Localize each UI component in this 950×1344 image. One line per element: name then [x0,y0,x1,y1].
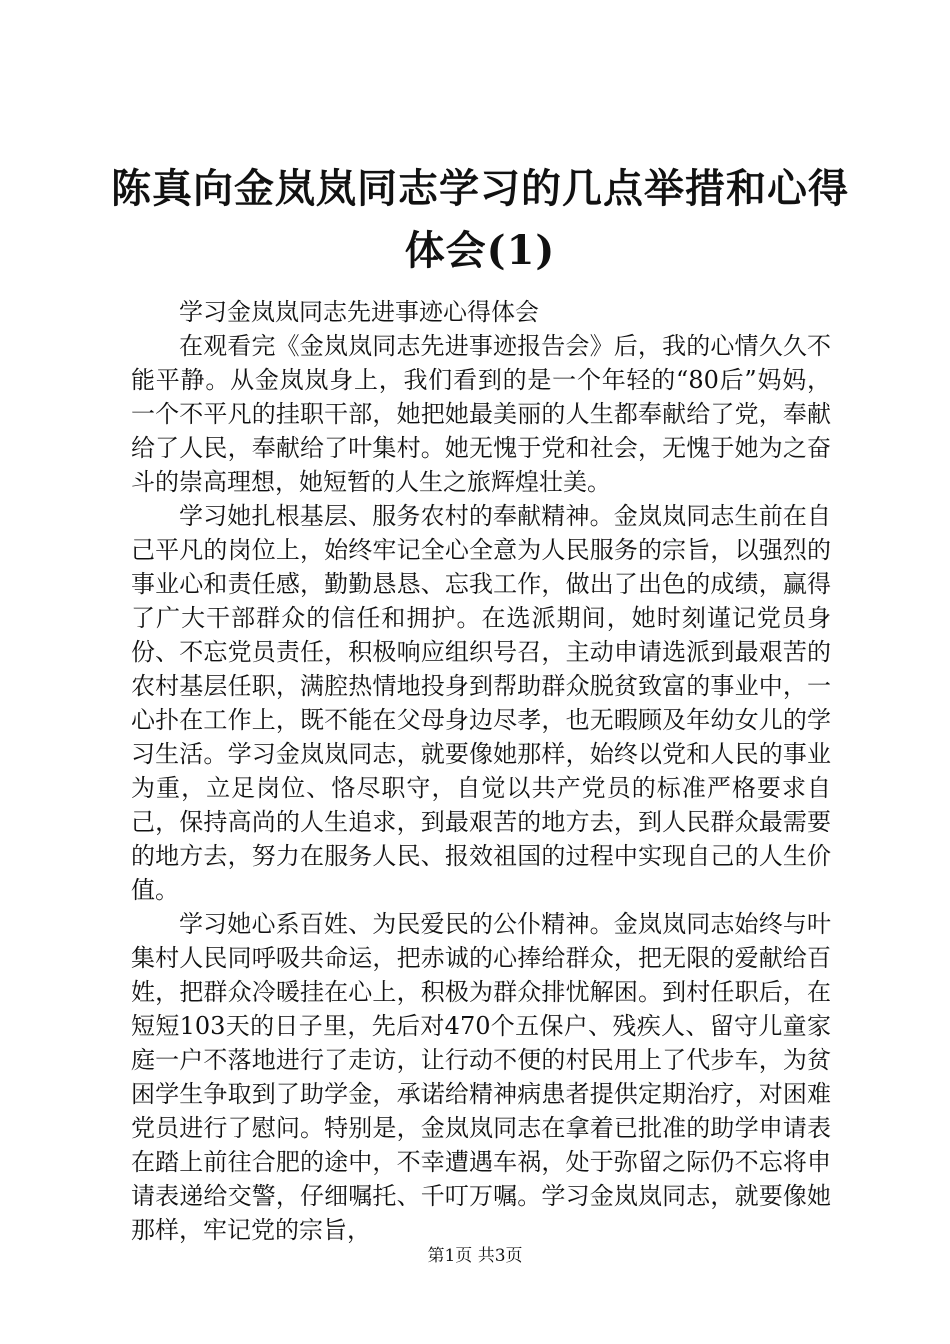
body-paragraph: 在观看完《金岚岚同志先进事迹报告会》后，我的心情久久不能平静。从金岚岚身上，我们看到的是一个年轻的“80后”妈妈，一个不平凡的挂职干部，她把她最美丽的人生都奉献给了党，奉献给了人民，奉献给了叶集村。她无愧于党和社会，无愧于她为之奋斗的崇高理想，她短暂的人生之旅辉煌壮美。 [131,332,831,496]
document-title: 陈真向金岚岚同志学习的几点举措和心得体会(1) [111,165,849,274]
document-body [131,295,831,1247]
body-paragraph: 学习她扎根基层、服务农村的奉献精神。金岚岚同志生前在自己平凡的岗位上，始终牢记全心全意为人民服务的宗旨，以强烈的事业心和责任感，勤勤恳恳、忘我工作，做出了出色的成绩，赢得了广大干部群众的信任和拥护。在选派期间，她时刻谨记党员身份、不忘党员责任，积极响应组织号召，主动申请选派到最艰苦的农村基层任职，满腔热情地投身到帮助群众脱贫致富的事业中，一心扑在工作上，既不能在父母身边尽孝，也无暇顾及年幼女儿的学习生活。学习金岚岚同志，就要像她那样，始终以党和人民的事业为重，立足岗位、恪尽职守，自觉以共产党员的标准严格要求自己，保持高尚的人生追求，到最艰苦的地方去，到人民群众最需要的地方去，努力在服务人民、报效祖国的过程中实现自己的人生价值。 [131,502,831,904]
page-number-footer: 第1页 共3页 [427,1246,523,1266]
subtitle-paragraph: 学习金岚岚同志先进事迹心得体会 [179,298,539,326]
body-paragraph: 学习她心系百姓、为民爱民的公仆精神。金岚岚同志始终与叶集村人民同呼吸共命运，把赤诚的心捧给群众，把无限的爱献给百姓，把群众冷暖挂在心上，积极为群众排忧解困。到村任职后，在短短103天的日子里，先后对470个五保户、残疾人、留守儿童家庭一户不落地进行了走访，让行动不便的村民用上了代步车，为贫困学生争取到了助学金，承诺给精神病患者提供定期治疗，对困难党员进行了慰问。特别是，金岚岚同志在拿着已批准的助学申请表在踏上前往合肥的途中，不幸遭遇车祸，处于弥留之际仍不忘将申请表递给交警，仔细嘱托、千叮万嘱。学习金岚岚同志，就要像她那样，牢记党的宗旨， [131,910,831,1244]
